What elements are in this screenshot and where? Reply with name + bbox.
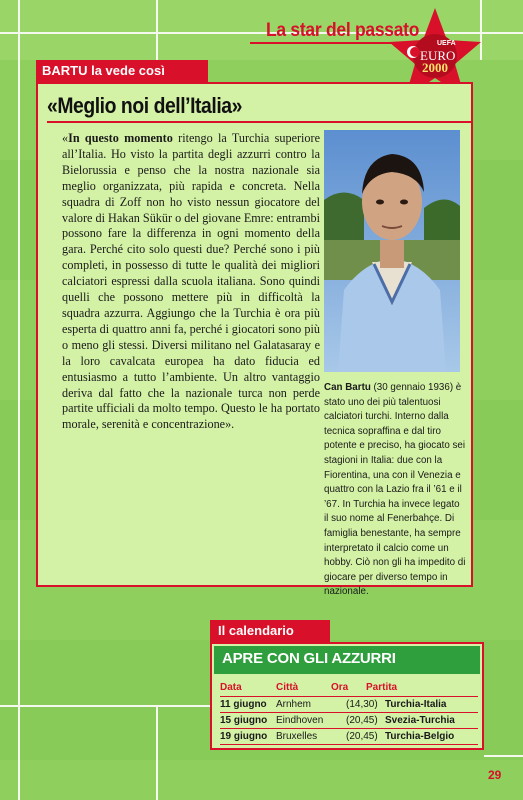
article-body [62, 131, 320, 433]
calendar-subtitle: APRE CON GLI AZZURRI [214, 646, 480, 674]
match-teams: Svezia-Turchia [385, 715, 455, 726]
match-teams: Turchia-Belgio [385, 731, 455, 742]
section-title: La star del passato [266, 20, 420, 41]
match-time: (20,45) [346, 731, 378, 742]
calendar-header-date: Data [220, 682, 242, 693]
match-city: Eindhoven [276, 715, 324, 726]
calendar-header-city: Città [276, 682, 299, 693]
article-quote-open: « [62, 131, 69, 145]
badge-euro: EURO [420, 48, 456, 63]
field-line [484, 755, 523, 757]
calendar-header-rule [220, 696, 478, 697]
badge-year: 2000 [422, 60, 448, 75]
calendar-header-match: Partita [366, 682, 398, 693]
article-lead: In questo momento [68, 131, 173, 145]
match-city: Bruxelles [276, 731, 318, 742]
match-city: Arnhem [276, 699, 312, 710]
article-tab: BARTU la vede così [36, 60, 208, 82]
calendar-row [220, 698, 478, 713]
field-line [18, 0, 20, 800]
calendar-tab: Il calendario [210, 620, 330, 642]
field-line [0, 705, 210, 707]
match-time: (20,45) [346, 715, 378, 726]
badge-uefa: UEFA [437, 40, 456, 47]
page-number: 29 [488, 768, 502, 782]
headline-rule [47, 121, 472, 123]
article-text: ritengo la Turchia superiore all’Italia. Ho visto la partita degli azzurri contro la Bielorussia e penso che la nostra nazionale sia meglio organizzata, più rapida e concreta. Nella squadra di Zoff non ho visto nessun giocatore del valore di Hakan Sükür o del giovane Emre: entrambi possono fare la differenza in ogni momento della gara. Perché cito solo questi due? Perché sono i più completi, in possesso di tutte le qualità dei migliori calciatori espressi dalla scuola italiana. Sono quindi quelli che possono mettere più in difficoltà la squadra azzurra. Aggiungo che la Turchia è ora più esperta di quattro anni fa, perché i giocatori sono più o meno gli stessi. Diversi militano nel Galatasaray e la loro cavalcata europea ha dato fiducia ed entusiasmo a tutto l’ambiente. Un altro vantaggio deriva dal fatto che la nazionale turca non perde partite ufficiali da molto tempo. Questo le ha portato morale, serenità e concentrazione». [62, 131, 320, 432]
calendar-header-time: Ora [331, 682, 349, 693]
match-time: (14,30) [346, 699, 378, 710]
match-date: 19 giugno [220, 731, 268, 742]
photo-caption [324, 381, 466, 600]
caption-name: Can Bartu [324, 382, 371, 393]
article-headline: «Meglio noi dell’Italia» [47, 93, 242, 118]
match-teams: Turchia-Italia [385, 699, 447, 710]
calendar-row [220, 730, 478, 745]
match-date: 11 giugno [220, 699, 267, 710]
caption-text: (30 gennaio 1936) è stato uno dei più talentuosi calciatori turchi. Interno dalla tecnica sopraffina e dal tiro potente e preciso, ha giocato sei stagioni in Italia: due con la Fiorentina, una con il Venezia e quattro con la Lazio fra il ’61 e il ’67. In Turchia ha invece legato il suo nome al Fenerbahçe. Di famiglia benestante, ha sempre interpretato il calcio come un hobby. Ciò non gli ha impedito di giocare per diverso tempo in nazionale. [324, 382, 466, 598]
match-date: 15 giugno [220, 715, 268, 726]
field-line [156, 0, 158, 60]
player-photo [324, 130, 460, 372]
calendar-row [220, 714, 478, 729]
field-line [156, 705, 158, 800]
